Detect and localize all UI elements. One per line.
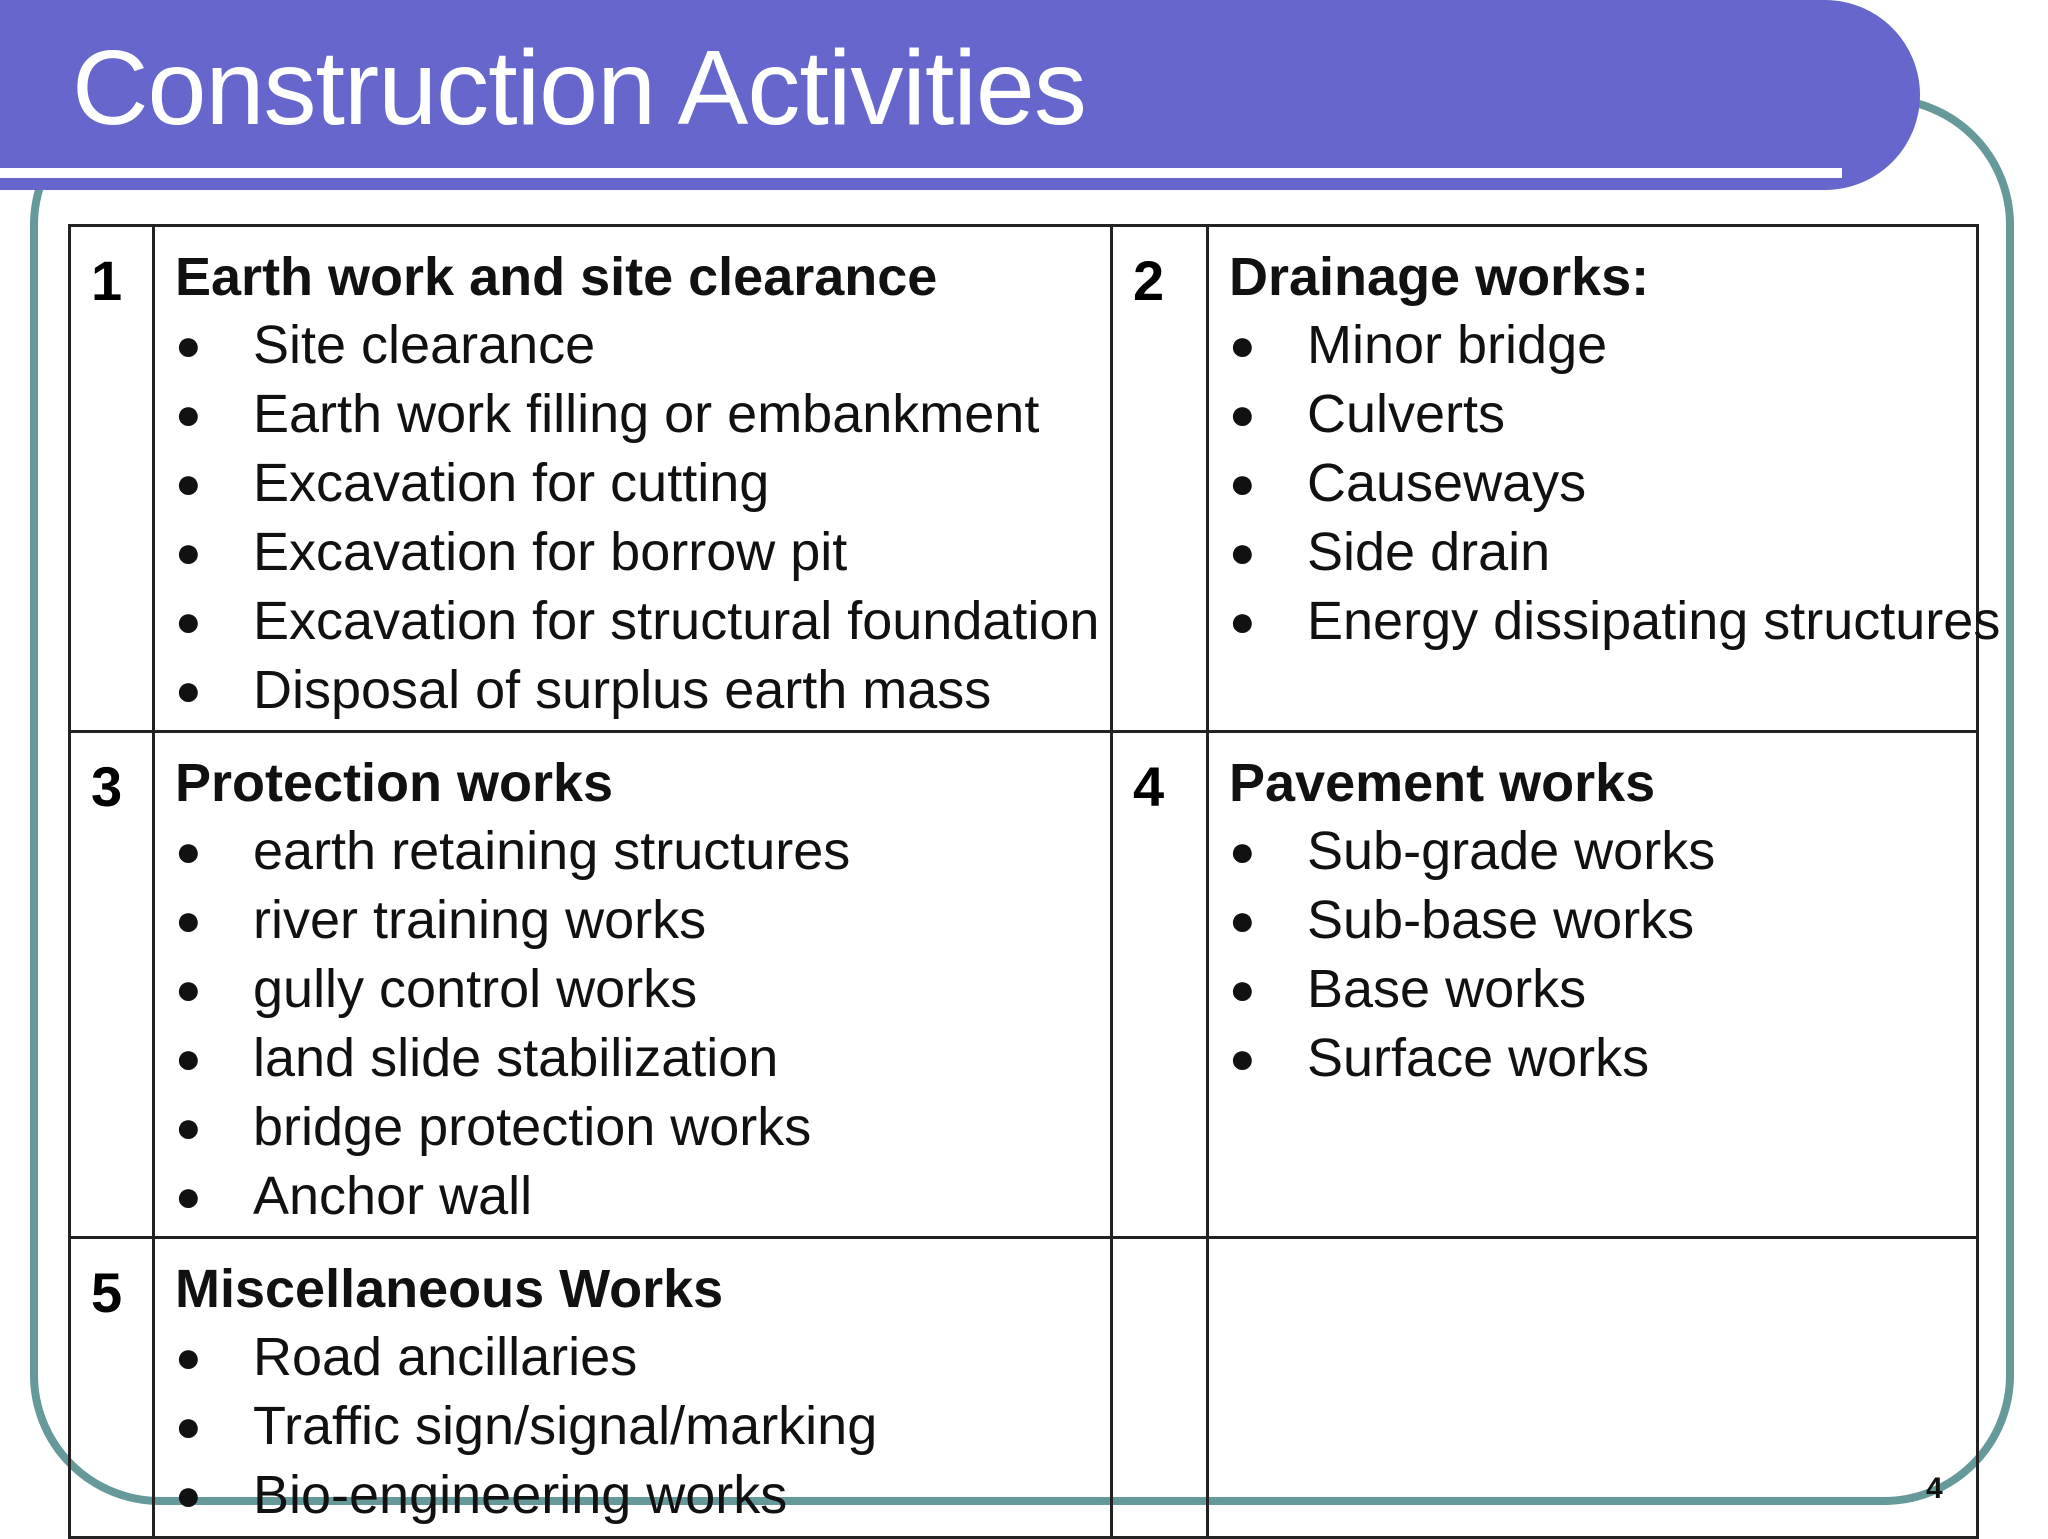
table-row bbox=[70, 732, 1978, 1238]
list-item: ● Excavation for borrow pit bbox=[175, 518, 1110, 587]
empty-cell bbox=[1208, 1238, 1978, 1538]
list-item: ● river training works bbox=[175, 886, 1110, 955]
bullet-icon: ● bbox=[175, 528, 202, 577]
list-item: ● Site clearance bbox=[175, 311, 1110, 380]
table-row bbox=[70, 1238, 1978, 1538]
title-underline bbox=[0, 168, 1842, 178]
bullet-icon: ● bbox=[1229, 896, 1256, 945]
list-item: ● Excavation for cutting bbox=[175, 449, 1110, 518]
list-item: ● Sub-base works bbox=[1229, 886, 1976, 955]
section-heading: Miscellaneous Works bbox=[175, 1259, 724, 1319]
list-item: ● Disposal of surplus earth mass bbox=[175, 656, 1110, 725]
section-cell bbox=[154, 1238, 1112, 1538]
bullet-icon: ● bbox=[175, 896, 202, 945]
list-item: ● earth retaining structures bbox=[175, 817, 1110, 886]
section-heading: Drainage works: bbox=[1229, 247, 1650, 307]
list-item: ● Energy dissipating structures bbox=[1229, 587, 1976, 656]
list-item: ● bridge protection works bbox=[175, 1093, 1110, 1162]
bullet-icon: ● bbox=[175, 965, 202, 1014]
section-item-list bbox=[175, 817, 1110, 1231]
section-item-list bbox=[1229, 311, 2001, 656]
list-item: ● land slide stabilization bbox=[175, 1024, 1110, 1093]
list-item: ● Sub-grade works bbox=[1229, 817, 1976, 886]
slide-title: Construction Activities bbox=[72, 29, 1086, 147]
section-item-list bbox=[175, 311, 1110, 725]
list-item: ● Base works bbox=[1229, 955, 1976, 1024]
section-number: 4 bbox=[1112, 732, 1208, 1238]
bullet-icon: ● bbox=[1229, 965, 1256, 1014]
section-number: 5 bbox=[70, 1238, 154, 1538]
section-cell bbox=[154, 226, 1112, 732]
bullet-icon: ● bbox=[1229, 1034, 1256, 1083]
section-cell bbox=[1208, 732, 1978, 1238]
list-item: ● gully control works bbox=[175, 955, 1110, 1024]
list-item: ● Causeways bbox=[1229, 449, 1976, 518]
section-heading: Earth work and site clearance bbox=[175, 247, 938, 307]
bullet-icon: ● bbox=[1229, 827, 1256, 876]
list-item: ● Excavation for structural foundation bbox=[175, 587, 1110, 656]
bullet-icon: ● bbox=[175, 459, 202, 508]
bullet-icon: ● bbox=[175, 1471, 202, 1520]
section-item-list bbox=[1229, 817, 1976, 1093]
list-item: ● Traffic sign/signal/marking bbox=[175, 1392, 1110, 1461]
list-item: ● Side drain bbox=[1229, 518, 1976, 587]
bullet-icon: ● bbox=[175, 1333, 202, 1382]
bullet-icon: ● bbox=[175, 1402, 202, 1451]
list-item: ● Surface works bbox=[1229, 1024, 1976, 1093]
bullet-icon: ● bbox=[1229, 459, 1256, 508]
empty-cell bbox=[1112, 1238, 1208, 1538]
list-item: ● Earth work filling or embankment bbox=[175, 380, 1110, 449]
section-number: 1 bbox=[70, 226, 154, 732]
bullet-icon: ● bbox=[175, 827, 202, 876]
bullet-icon: ● bbox=[175, 390, 202, 439]
table-row bbox=[70, 226, 1978, 732]
list-item: ● Culverts bbox=[1229, 380, 1976, 449]
page-number: 4 bbox=[1926, 1472, 1943, 1505]
section-cell bbox=[1208, 226, 2001, 732]
list-item: ● Anchor wall bbox=[175, 1162, 1110, 1231]
section-item-list bbox=[175, 1323, 1110, 1530]
bullet-icon: ● bbox=[1229, 321, 1256, 370]
bullet-icon: ● bbox=[175, 321, 202, 370]
list-item: ● Bio-engineering works bbox=[175, 1461, 1110, 1530]
bullet-icon: ● bbox=[175, 1034, 202, 1083]
bullet-icon: ● bbox=[175, 666, 202, 715]
bullet-icon: ● bbox=[1229, 597, 1256, 646]
list-item: ● Road ancillaries bbox=[175, 1323, 1110, 1392]
bullet-icon: ● bbox=[175, 1103, 202, 1152]
section-cell bbox=[154, 732, 1112, 1238]
activities-table bbox=[68, 224, 2001, 1539]
section-heading: Pavement works bbox=[1229, 753, 1656, 813]
bullet-icon: ● bbox=[1229, 390, 1256, 439]
section-number: 3 bbox=[70, 732, 154, 1238]
list-item: ● Minor bridge bbox=[1229, 311, 1976, 380]
bullet-icon: ● bbox=[175, 1172, 202, 1221]
section-heading: Protection works bbox=[175, 753, 614, 813]
bullet-icon: ● bbox=[1229, 528, 1256, 577]
section-number: 2 bbox=[1112, 226, 1208, 732]
bullet-icon: ● bbox=[175, 597, 202, 646]
